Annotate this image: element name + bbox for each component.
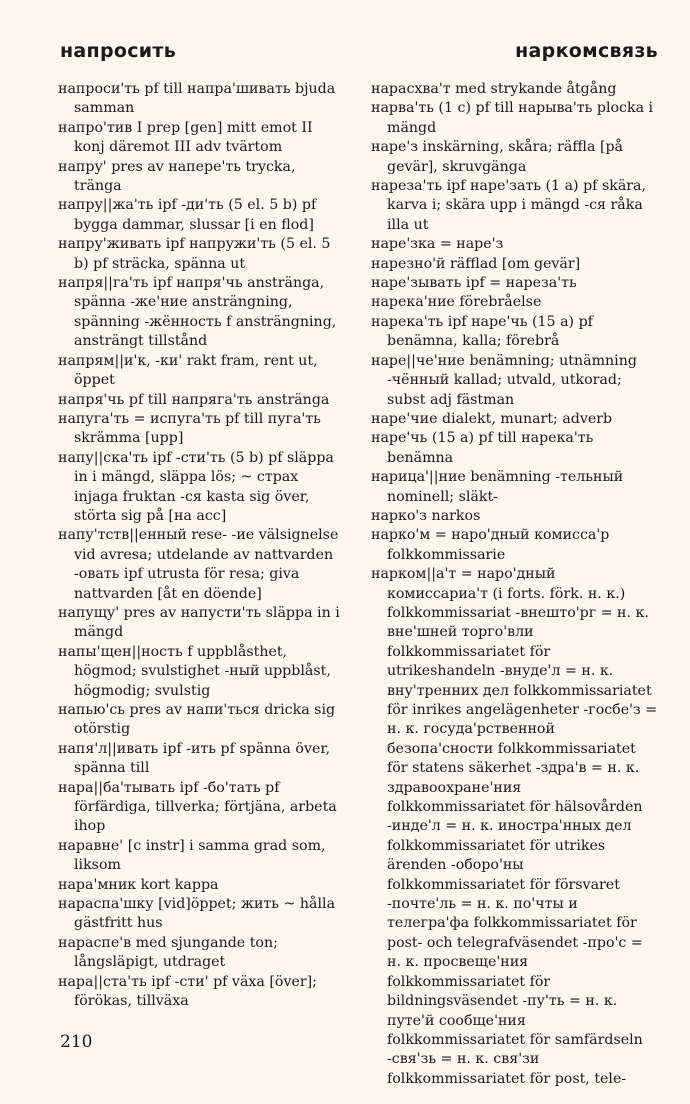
dictionary-entry: напу'тств||енный rese- -ие välsignelse vid avresa; utdelande av nattvarden -овать ipf utrusta för resa; giva nattvarden [åt en döende]	[58, 527, 339, 602]
dictionary-entry: напью'сь pres av напи'ться dricka sig otörstig	[58, 702, 336, 738]
dictionary-entry: наре||че'ние benämning; utnämning -чённый kallad; utvald, utkorad; subst adj fästman	[371, 352, 637, 408]
dictionary-entry: напря'чь pf till напряга'ть anstränga	[58, 391, 330, 408]
dictionary-entry: напу||ска'ть ipf -сти'ть (5 b) pf släppa in i mängd, släppa lös; ~ страх injaga fruktan -ся kasta sig över, störta sig på [на acc]	[58, 449, 334, 524]
dictionary-entry: напрям||и'к, -ки' rakt fram, rent ut, öppet	[58, 352, 318, 389]
right-column	[371, 80, 659, 1089]
dictionary-entry: напро'тив I prep [gen] mitt emot II konj däremot III adv tvärtom	[58, 119, 313, 156]
dictionary-entry: наре'чь (15 a) pf till нарека'ть benämna	[371, 430, 594, 466]
dictionary-entry: нара||ба'тывать ipf -бо'тать pf förfärdiga, tillverka; förtjäna, arbeta ihop	[58, 779, 337, 835]
dictionary-entry: напря||га'ть ipf напря'чь anstränga, spänna -же'ние ansträngning, spänning -жённость f ansträngning, ansträngt tillstånd	[58, 275, 337, 350]
dictionary-entry: наре'зывать ipf = нареза'ть	[371, 275, 577, 292]
dictionary-entry: наравне' [с instr] i samma grad som, liksom	[58, 837, 326, 874]
dictionary-entry: нара'мник kort kappa	[58, 876, 219, 893]
dictionary-entry: нараспа'шку [vid]öppet; жить ~ hålla gästfritt hus	[58, 896, 336, 932]
page-number: 210	[60, 1032, 93, 1052]
dictionary-entry: напы'щен||ность f uppblåsthet, högmod; svulstighet -ный uppblåst, högmodig; svulstig	[58, 643, 331, 699]
dictionary-entry: нарасхва'т med strykande åtgång	[371, 81, 617, 97]
dictionary-entry: напру'живать ipf напружи'ть (5 el. 5 b) pf sträcka, spänna ut	[58, 236, 331, 272]
dictionary-entry: напуга'ть = испуга'ть pf till пуга'ть skrämma [upp]	[58, 410, 321, 447]
dictionary-entry: наре'чие dialekt, munart; adverb	[371, 410, 613, 427]
dictionary-entry: нареза'ть ipf наре'зать (1 a) pf skära, karva i; skära upp i mängd -ся råka illa ut	[371, 178, 647, 233]
dictionary-entry: напущу' pres av напусти'ть släppa in i mängd	[58, 604, 340, 641]
dictionary-entry: наре'з inskärning, skåra; räffla [på gevär], skruvgänga	[371, 139, 624, 175]
running-head-right: наркомсвязь	[515, 40, 658, 62]
dictionary-entry: нарека'ть ipf наре'чь (15 a) pf benämna, kalla; förebrå	[371, 313, 593, 350]
dictionary-entry: напру||жа'ть ipf -ди'ть (5 el. 5 b) pf bygga dammar, slussar [i en flod]	[58, 197, 317, 233]
dictionary-entry: нарица'||ние benämning -тельный nominell; släkt-	[371, 469, 624, 505]
dictionary-entry: наре'зка = наре'з	[371, 236, 504, 253]
dictionary-entry: напя'л||ивать ipf -ить pf spänna över, spänna till	[58, 740, 331, 777]
dictionary-entry: напроси'ть pf till напра'шивать bjuda samman	[58, 81, 336, 117]
dictionary-entry: нара||ста'ть ipf -сти' pf växa [över]; förökas, tillväxa	[58, 973, 317, 1010]
dictionary-entry: напру' pres av напере'ть trycka, tränga	[58, 158, 296, 195]
dictionary-entry: нарезно'й räfflad [om gevär]	[371, 255, 581, 272]
dictionary-entry: нарком||а'т = наро'дный комиссариа'т (i forts. förk. н. к.) folkkommissariat -внешто'рг = н. к. вне'шней торго'вли folkkommissariatet för utrikeshandeln -внуде'л = н. к. вну'тренних дел folkkommissariatet för inrikes angelägenheter -госбе'з = н. к. госуда'рственной безопа'сности folkkommissariatet för statens säkerhet -здра'в = н. к. здравоохране'ния folkkommissariatet för hälsovården -инде'л = н. к. иностра'нных дел folkkommissariatet för utrikes ärenden -оборо'ны folkkommissariatet för försvaret -почте'ль = н. к. по'чты и телегра'фа folkkommissariatet för post- och telegrafväsendet -про'с = н. к. просвеще'ния folkkommissariatet för bildningsväsendet -пу'ть = н. к. путе'й сообще'ния folkkommissariatet för samfärdseln -свя'зь = н. к. свя'зи folkkommissariatet för post, tele-	[371, 566, 658, 1087]
dictionary-entry: нарко'м = наро'дный комисса'р folkkommissarie	[371, 527, 610, 563]
dictionary-entry: нарко'з narkos	[371, 507, 481, 524]
left-column	[58, 80, 343, 1012]
running-head-left: напросить	[60, 40, 177, 62]
dictionary-entry: нарва'ть (1 c) pf till нарыва'ть plocka i mängd	[371, 100, 654, 136]
dictionary-entry: нарека'ние förebråelse	[371, 294, 542, 311]
dictionary-entry: нараспе'в med sjungande ton; långsläpigt, utdraget	[58, 934, 278, 971]
